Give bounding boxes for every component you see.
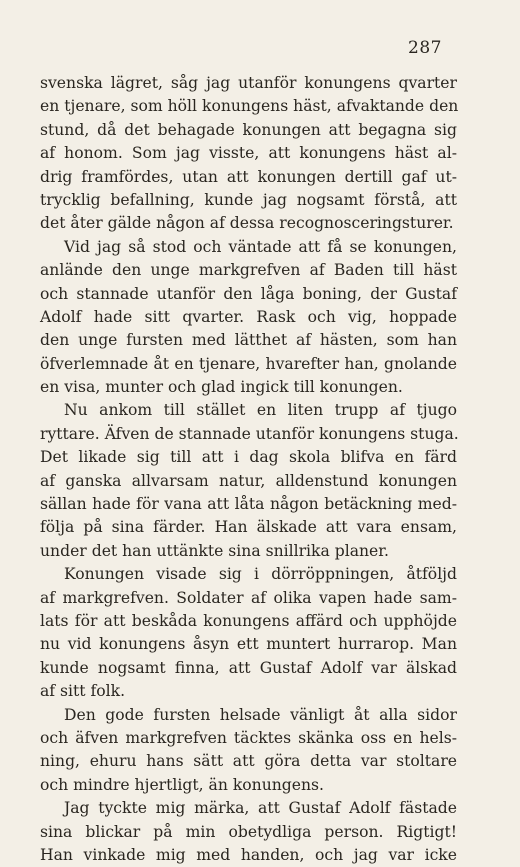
- text-line: af sitt folk.: [40, 682, 126, 701]
- text-line: den unge fursten med lätthet af hästen, som han: [40, 331, 457, 350]
- text-line: svenska lägret, såg jag utanför konungens qvarter: [40, 74, 457, 92]
- text-line: följa på sina färder. Han älskade att vara ensam,: [40, 518, 457, 537]
- text-line: kunde nogsamt finna, att Gustaf Adolf var älskad: [40, 658, 457, 677]
- text-line: en tjenare, som höll konungens häst, afvaktande den: [40, 97, 459, 116]
- text-line: och stannade utanför den låga boning, der Gustaf: [40, 284, 457, 303]
- text-line: det åter gälde någon af dessa recognosceringsturer.: [40, 214, 454, 233]
- text-line: Jag tyckte mig märka, att Gustaf Adolf fästade: [64, 799, 457, 818]
- text-line: ryttare. Äfven de stannade utanför konungens stuga.: [40, 424, 459, 443]
- text-line: drig framfördes, utan att konungen dertill gaf ut-: [40, 167, 457, 186]
- text-line: lats för att beskåda konungens affärd och upphöjde: [40, 611, 457, 630]
- text-line: anlände den unge markgrefven af Baden till häst: [40, 261, 457, 280]
- text-line: Det likade sig till att i dag skola blifva en färd: [40, 448, 457, 467]
- text-line: stund, då det behagade konungen att begagna sig: [40, 120, 457, 139]
- text-line: ning, ehuru hans sätt att göra detta var stoltare: [40, 752, 457, 771]
- text-line: Nu ankom till stället en liten trupp af tjugo: [64, 401, 457, 420]
- text-line: under det han uttänkte sina snillrika planer.: [40, 541, 389, 560]
- text-line: Vid jag så stod och väntade att få se konungen,: [64, 237, 457, 256]
- text-line: Konungen visade sig i dörröppningen, åtföljd: [64, 565, 457, 584]
- body-text: [40, 72, 457, 867]
- text-line: sina blickar på min obetydliga person. Rigtigt!: [40, 822, 457, 841]
- text-line: öfverlemnade åt en tjenare, hvarefter han, gnolande: [40, 354, 457, 373]
- text-line: Han vinkade mig med handen, och jag var icke: [40, 845, 457, 864]
- text-line: af markgrefven. Soldater af olika vapen hade sam-: [40, 588, 457, 607]
- text-line: trycklig befallning, kunde jag nogsamt förstå, att: [40, 190, 457, 209]
- text-line: och äfven markgrefven täcktes skänka oss en hels-: [40, 728, 457, 747]
- text-line: sällan hade för vana att låta någon betäckning med-: [40, 495, 457, 514]
- text-line: och mindre hjertligt, än konungens.: [40, 775, 324, 794]
- text-line: af ganska allvarsam natur, alldenstund konungen: [40, 471, 457, 490]
- text-line: nu vid konungens åsyn ett muntert hurrarop. Man: [40, 635, 457, 654]
- page-number: 287: [408, 38, 442, 58]
- text-line: Adolf hade sitt qvarter. Rask och vig, hoppade: [40, 307, 457, 326]
- text-line: en visa, munter och glad ingick till konungen.: [40, 378, 403, 397]
- text-line: af honom. Som jag visste, att konungens häst al-: [40, 144, 457, 163]
- text-line: Den gode fursten helsade vänligt åt alla sidor: [64, 705, 457, 724]
